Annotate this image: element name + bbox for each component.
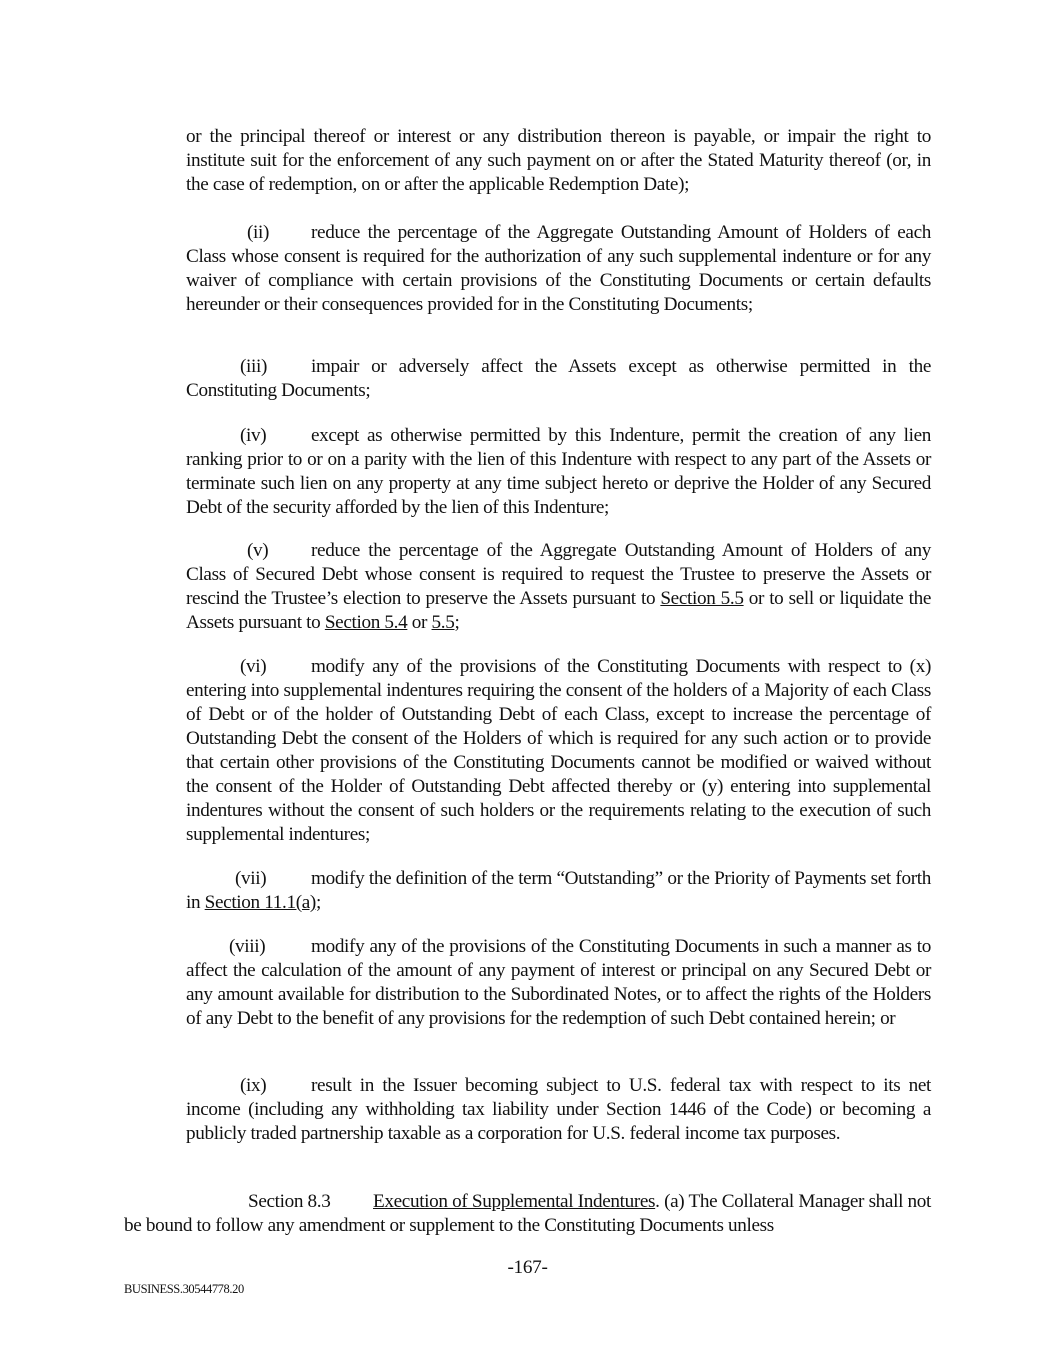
- clause-v: [186, 539, 931, 635]
- clause-text: modify any of the provisions of the Constituting Documents with respect to (x) entering into supplemental indentures requiring the consent of the holders of a Majority of each Class of Debt or of the holder of Outstanding Debt of each Class, except to increase the percentage of Outstanding Debt the consent of the Holders of which is required for any such action or to provide that certain other provisions of the Constituting Documents cannot be modified or waived without the consent of the Holder of Outstanding Debt affected thereby or (y) entering into supplemental indentures without the consent of such holders or the requirements relating to the execution of such supplemental indentures;: [186, 656, 931, 845]
- clause-label: (v): [247, 540, 269, 561]
- page-number: -167-: [507, 1257, 548, 1278]
- document-footer-id: BUSINESS.30544778.20: [124, 1282, 244, 1296]
- clause-text: result in the Issuer becoming subject to U.S. federal tax with respect to its net income (including any withholding tax liability under Section 1446 of the Code) or becoming a publicly traded partnership taxable as a corporation for U.S. federal income tax purposes.: [186, 1075, 931, 1144]
- clause-label: (ix): [240, 1075, 267, 1096]
- clause-label: (ii): [247, 222, 270, 243]
- clause-text: except as otherwise permitted by this Indenture, permit the creation of any lien ranking prior to or on a parity with the lien of this Indenture with respect to any part of the Assets or terminate such lien on any property at any time subject hereto or deprive the Holder of any Secured Debt of the security afforded by the lien of this Indenture;: [186, 425, 931, 518]
- section-heading: Execution of Supplemental Indentures: [373, 1191, 656, 1212]
- clause-iv: [186, 424, 931, 520]
- section-5-5-link[interactable]: Section 5.5: [660, 588, 744, 609]
- clause-viii: [186, 935, 931, 1031]
- clause-iii: [186, 355, 931, 403]
- clause-text: modify the definition of the term “Outstanding” or the Priority of Payments set forth in: [186, 868, 931, 913]
- clause-label: (vi): [240, 656, 267, 677]
- clause-ii: [186, 221, 931, 317]
- section-number: Section 8.3: [248, 1191, 331, 1212]
- clause-label: (vii): [235, 868, 267, 889]
- clause-vii: [186, 867, 931, 915]
- clause-label: (viii): [229, 936, 266, 957]
- clause-text: modify any of the provisions of the Constituting Documents in such a manner as to affect the calculation of the amount of any payment of interest or principal on any Secured Debt or any amount available for distribution to the Subordinated Notes, or to affect the rights of the Holders of any Debt to the benefit of any provisions for the redemption of such Debt contained herein; or: [186, 936, 931, 1029]
- clause-text: reduce the percentage of the Aggregate Outstanding Amount of Holders of each Class whose consent is required for the authorization of any such supplemental indenture or for any waiver of compliance with certain provisions of the Constituting Documents or certain defaults hereunder or their consequences provided for in the Constituting Documents;: [186, 222, 931, 315]
- section-5-5-short-link[interactable]: 5.5: [431, 612, 455, 633]
- clause-text: or to sell or liquidate the Assets pursuant to: [186, 588, 931, 633]
- clause-label: (iii): [240, 356, 268, 377]
- section-5-4-link[interactable]: Section 5.4: [324, 612, 408, 633]
- section-8-3-paragraph: [124, 1190, 931, 1238]
- clause-text: ;: [315, 892, 321, 913]
- clause-ix: [186, 1074, 931, 1146]
- section-11-1-a-link[interactable]: Section 11.1(a): [204, 892, 316, 913]
- clause-text: reduce the percentage of the Aggregate Outstanding Amount of Holders of any Class of Secured Debt whose consent is required to request the Trustee to preserve the Assets or rescind the Trustee’s election to preserve the Assets pursuant to: [186, 540, 931, 609]
- clause-text: impair or adversely affect the Assets except as otherwise permitted in the Constituting Documents;: [186, 356, 931, 401]
- clause-text: ;: [454, 612, 460, 633]
- clause-text: or: [407, 612, 432, 633]
- clause-label: (iv): [240, 425, 267, 446]
- intro-paragraph: or the principal thereof or interest or any distribution thereon is payable, or impair the right to institute suit for the enforcement of any such payment on or after the Stated Maturity thereof (or, in the case of redemption, on or after the applicable Redemption Date);: [186, 126, 931, 195]
- clause-vi: [186, 655, 931, 847]
- section-text: . (a) The Collateral Manager shall not be bound to follow any amendment or supplement to the Constituting Documents unless: [124, 1191, 931, 1236]
